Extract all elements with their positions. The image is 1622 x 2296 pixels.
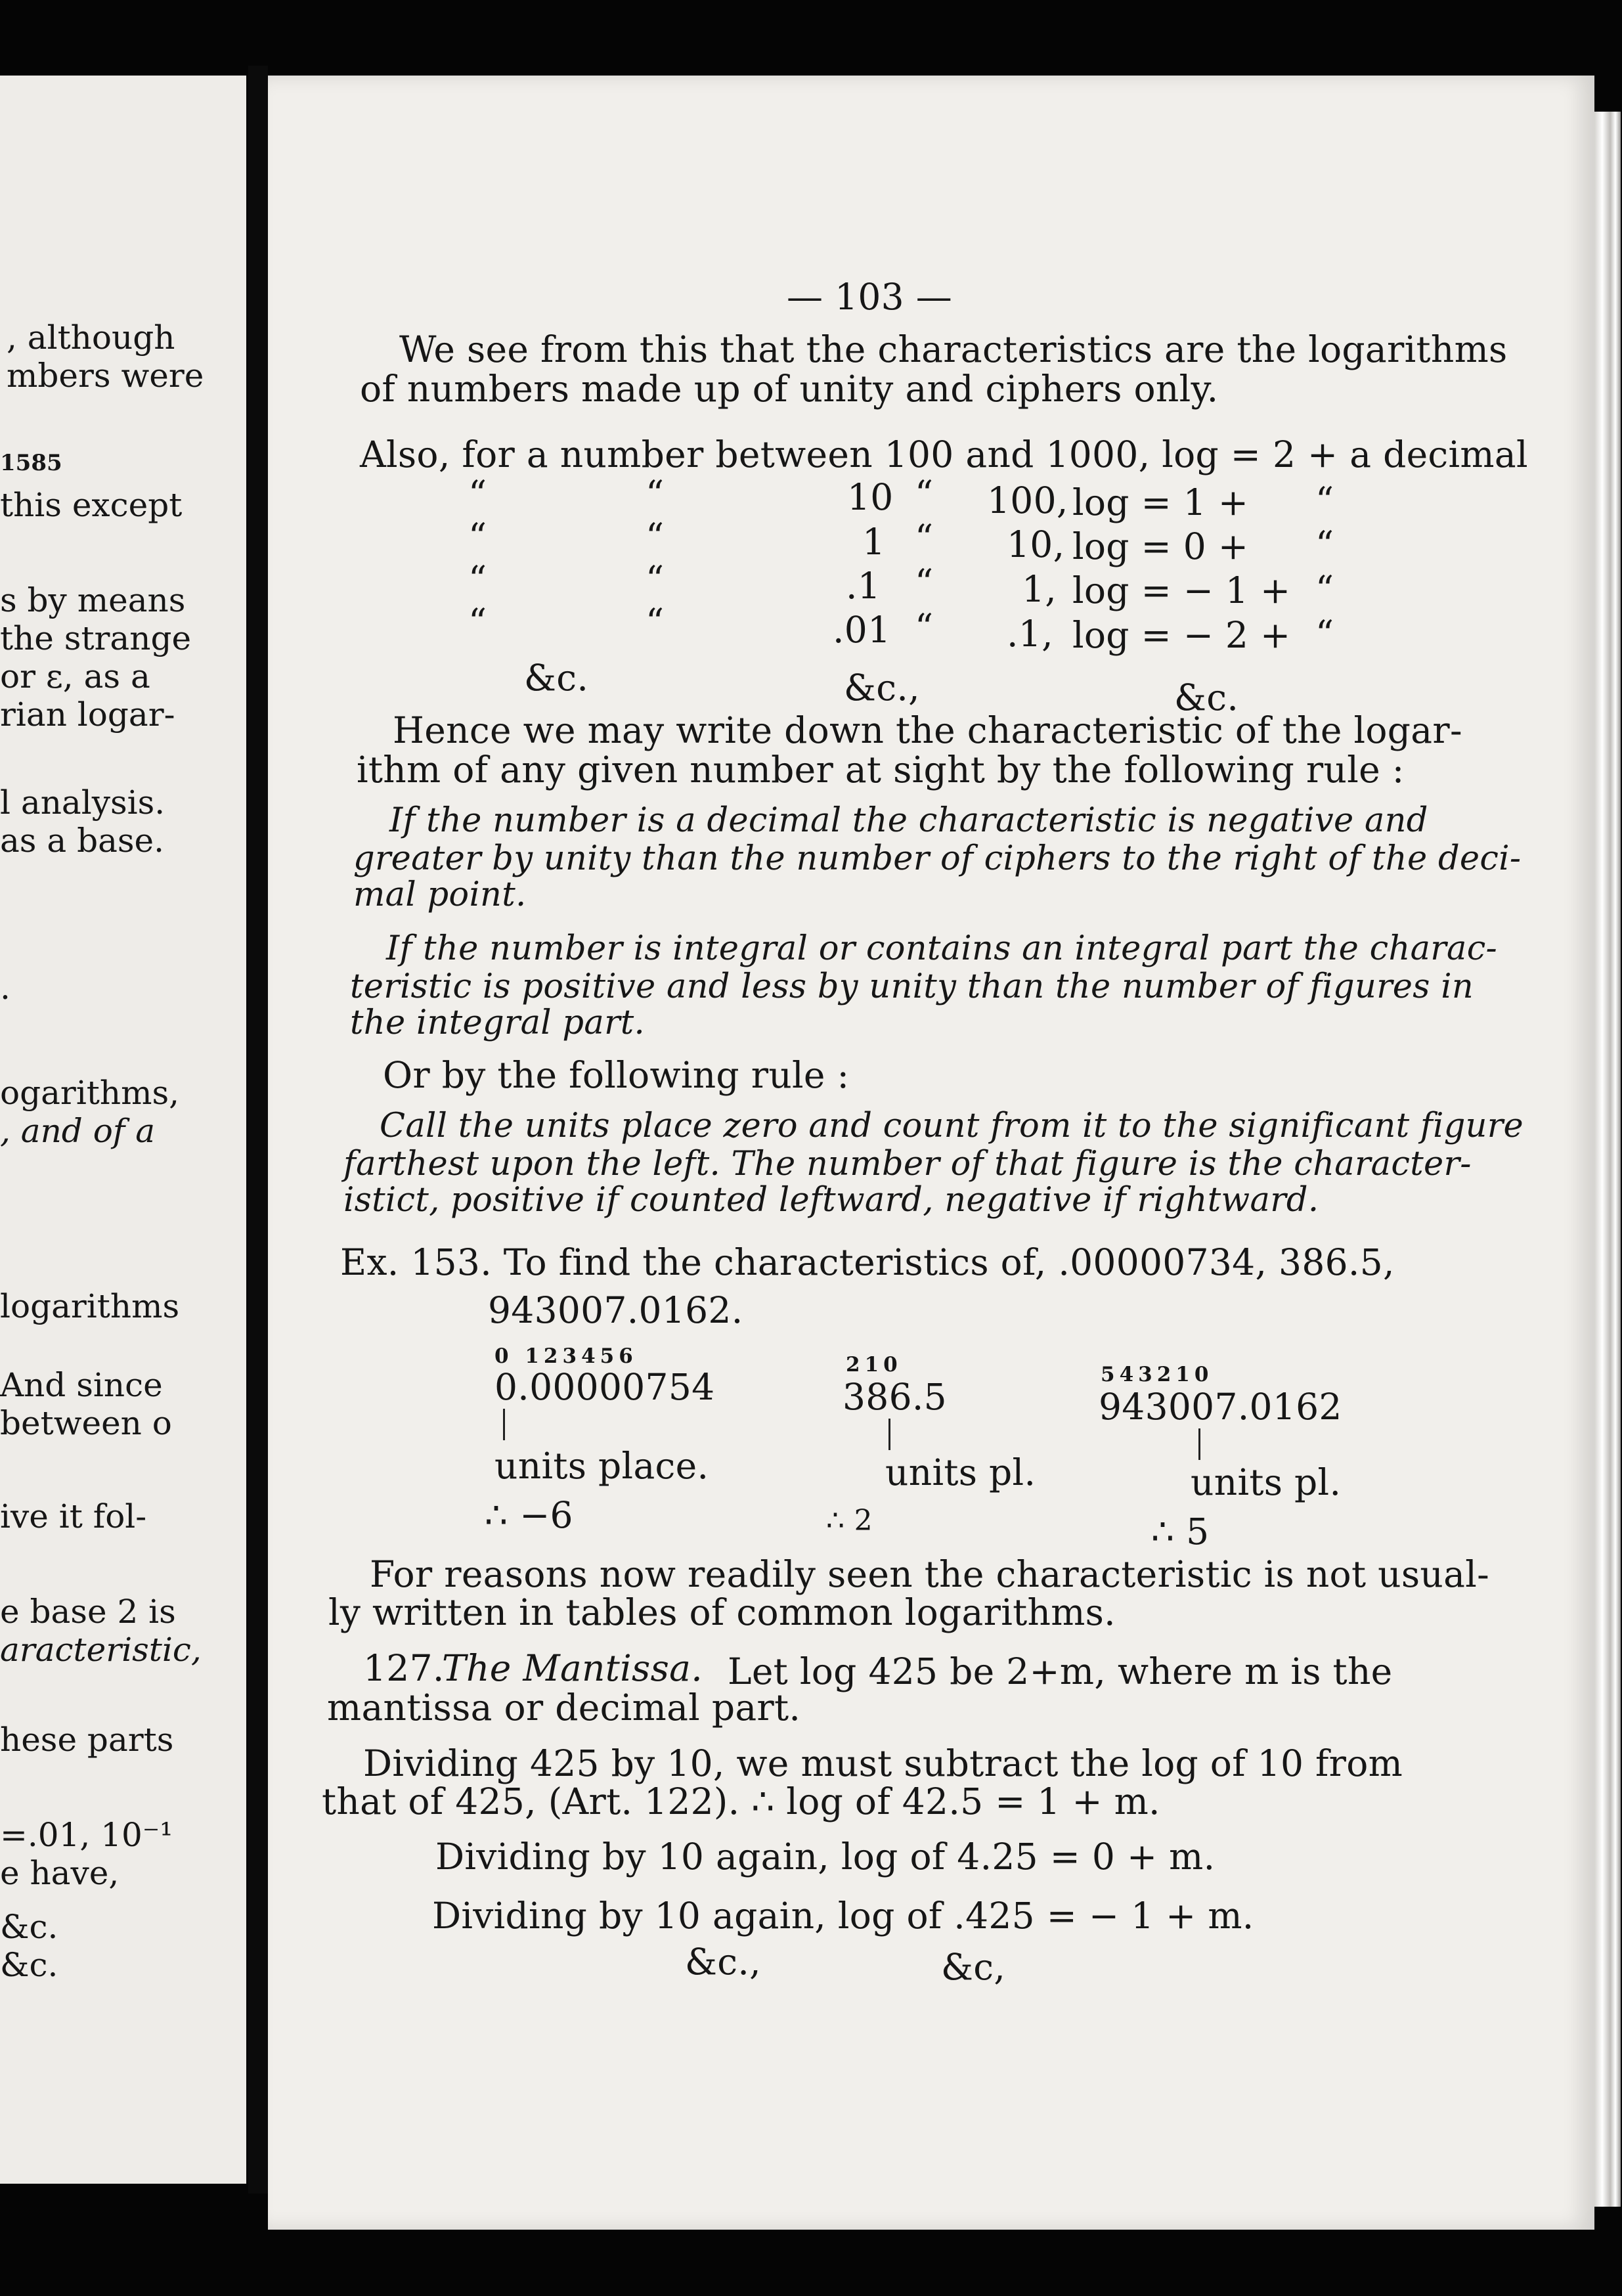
art127-rest: Let log 425 be 2+m, where m is the: [728, 1650, 1393, 1692]
digit-labels: 210: [846, 1353, 902, 1377]
left-line: ive it fol-: [0, 1497, 147, 1535]
table-log: log = − 2 +: [1072, 614, 1291, 656]
intro-line: We see from this that the characteristics are the logarithms: [399, 328, 1508, 370]
left-line: as a base.: [0, 822, 165, 860]
right-page: [268, 76, 1594, 2230]
units-marker: [503, 1409, 505, 1440]
rule3-line: istict, positive if counted leftward, negative if rightward.: [343, 1181, 1319, 1220]
table-a: 10: [847, 476, 894, 518]
hence-line: Hence we may write down the characteristic of the logar-: [393, 709, 1462, 751]
ditto-mark: “: [468, 473, 487, 515]
example-result: ∴ 2: [826, 1504, 873, 1537]
table-a: .01: [833, 609, 891, 651]
rule3-line: Call the units place zero and count from it to the significant figure: [380, 1107, 1523, 1145]
table-first-row: Also, for a number between 100 and 1000, log = 2 + a decimal: [360, 433, 1528, 475]
example-result: ∴ 5: [1151, 1511, 1210, 1553]
table-etc: &c.: [524, 657, 589, 699]
left-line: this except: [0, 486, 183, 524]
dividing-line: Dividing 425 by 10, we must subtract the log of 10 from: [363, 1742, 1403, 1784]
rule3-line: farthest upon the left. The number of that figure is the character-: [343, 1145, 1472, 1183]
left-line: the strange: [0, 619, 192, 657]
rule2-line: the integral part.: [350, 1004, 646, 1042]
example-number: 943007.0162: [1099, 1386, 1342, 1428]
table-b: 10,: [1007, 523, 1065, 565]
rule1-line: mal point.: [353, 875, 527, 914]
example-line: Ex. 153. To find the characteristics of, .00000734, 386.5,: [340, 1241, 1395, 1283]
example-number: 0.00000754: [494, 1366, 715, 1408]
example-number: 386.5: [843, 1376, 947, 1418]
ditto-mark: “: [646, 558, 665, 600]
left-line: hese parts: [0, 1721, 174, 1759]
left-line: e have,: [0, 1854, 120, 1892]
units-marker: [888, 1419, 890, 1450]
dividing-etc: &c.,: [685, 1941, 761, 1983]
rule1-line: greater by unity than the number of ciphers to the right of the deci-: [353, 839, 1522, 878]
left-line: mbers were: [7, 357, 204, 395]
reasons-line: For reasons now readily seen the characteristic is not usual-: [370, 1553, 1489, 1595]
book-spine: [248, 66, 268, 2194]
table-log: log = 1 +: [1072, 481, 1249, 523]
rule2-line: If the number is integral or contains an integral part the charac-: [386, 929, 1498, 968]
ditto-mark: “: [468, 558, 487, 600]
left-line: .: [0, 969, 11, 1007]
ditto-mark: “: [1315, 479, 1334, 521]
ditto-mark: “: [1315, 523, 1334, 565]
left-line: =.01, 10⁻¹: [0, 1816, 173, 1854]
left-line: aracteristic,: [0, 1631, 202, 1669]
left-line: s by means: [0, 581, 186, 619]
table-log: log = 0 +: [1072, 525, 1249, 567]
units-label: units pl.: [1191, 1461, 1342, 1503]
or-rule: Or by the following rule :: [383, 1054, 850, 1096]
example-result: ∴ −6: [485, 1494, 573, 1536]
example-line: 943007.0162.: [488, 1289, 743, 1331]
left-line: l analysis.: [0, 784, 165, 822]
table-b: .1,: [1007, 613, 1053, 655]
ditto-mark: “: [646, 601, 665, 643]
hence-line: ithm of any given number at sight by the following rule :: [357, 749, 1405, 791]
units-label: units pl.: [885, 1451, 1036, 1493]
ditto-mark: “: [1315, 613, 1334, 655]
ditto-mark: “: [646, 473, 665, 515]
ditto-mark: “: [646, 516, 665, 558]
left-line: , although: [7, 319, 175, 357]
table-a: .1: [846, 565, 881, 607]
left-line: logarithms: [0, 1287, 180, 1325]
dividing-etc: &c,: [941, 1946, 1006, 1988]
art127-title: The Mantissa.: [442, 1647, 703, 1689]
rule1-line: If the number is a decimal the characteristic is negative and: [389, 801, 1428, 840]
digit-labels: 543210: [1101, 1363, 1214, 1386]
left-line: between o: [0, 1404, 172, 1442]
table-etc: &c.: [1174, 676, 1239, 718]
art127-number: 127.: [363, 1647, 445, 1689]
left-line: or ε, as a: [0, 657, 150, 695]
left-line: &c.: [0, 1946, 58, 1984]
left-line: 1585: [0, 450, 62, 476]
left-line: &c.: [0, 1908, 58, 1946]
ditto-mark: “: [468, 601, 487, 643]
table-etc: &c.,: [844, 667, 920, 709]
ditto-mark: “: [915, 606, 934, 648]
left-page: [0, 76, 246, 2184]
units-marker: [1198, 1428, 1200, 1460]
rule2-line: teristic is positive and less by unity than the number of figures in: [350, 967, 1474, 1006]
art127-line: mantissa or decimal part.: [327, 1687, 801, 1729]
units-label: units place.: [494, 1445, 709, 1487]
table-b: 1,: [1022, 568, 1057, 610]
left-line: e base 2 is: [0, 1593, 176, 1631]
page-edge: [1594, 112, 1621, 2207]
ditto-mark: “: [915, 473, 934, 515]
left-line: rian logar-: [0, 695, 175, 734]
ditto-mark: “: [1315, 568, 1334, 610]
table-b: 100,: [987, 479, 1068, 521]
table-a: 1: [862, 521, 886, 563]
left-line: , and of a: [0, 1112, 156, 1150]
dividing-line: Dividing by 10 again, log of .425 = − 1 + m.: [432, 1895, 1254, 1937]
ditto-mark: “: [915, 562, 934, 604]
left-line: ogarithms,: [0, 1074, 180, 1112]
reasons-line: ly written in tables of common logarithms.: [328, 1591, 1116, 1633]
digit-labels: 0 123456: [494, 1344, 638, 1368]
left-line: And since: [0, 1366, 163, 1404]
page-number: — 103 —: [787, 276, 953, 318]
table-log: log = − 1 +: [1072, 569, 1291, 611]
dividing-line: Dividing by 10 again, log of 4.25 = 0 + m.: [435, 1836, 1216, 1878]
intro-line: of numbers made up of unity and ciphers only.: [360, 368, 1219, 410]
ditto-mark: “: [915, 517, 934, 559]
dividing-line: that of 425, (Art. 122). ∴ log of 42.5 = 1 + m.: [322, 1780, 1160, 1822]
ditto-mark: “: [468, 516, 487, 558]
